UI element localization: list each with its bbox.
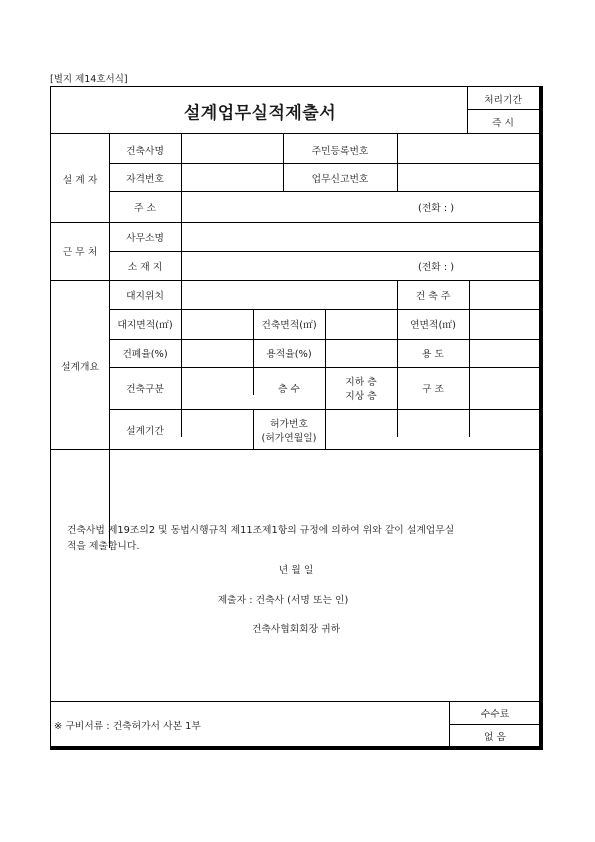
recipient-line: 건축사협회회장 귀하 [251,624,341,635]
site-area-field[interactable] [182,310,252,338]
required-documents: ※ 구비서류 : 건축허가서 사본 1부 [54,721,201,732]
building-type-field[interactable] [182,368,252,408]
office-name-field[interactable] [182,223,540,250]
design-period-field[interactable] [182,410,252,448]
statement-text [67,523,537,555]
address-label: 주 소 [133,203,157,214]
site-location-label: 대지위치 [126,291,164,302]
rrn-label: 주민등록번호 [311,146,369,157]
office-location-label: 소 재 지 [127,262,163,273]
license-number-label: 자격번호 [126,174,164,185]
office-location-field[interactable] [182,252,540,279]
design-period-label: 설계기간 [126,426,164,437]
business-report-number-label: 업무신고번호 [311,174,369,185]
architect-name-label: 건축사명 [126,146,164,157]
structure-label: 구 조 [421,384,445,395]
workplace-phone: (전화 : ) [418,262,455,273]
statement-line-2: 적을 제출합니다. [67,541,140,552]
fee-value: 없 음 [483,732,507,743]
basement-floors: 지하 층 [345,377,377,388]
permit-number-field[interactable] [326,410,540,448]
form-title: 설계업무실적제출서 [183,103,337,124]
office-name-label: 사무소명 [126,233,164,244]
processing-period-value: 즉 시 [491,118,515,129]
building-area-label: 건축면적(㎡) [261,320,317,331]
total-floor-area-field[interactable] [470,310,540,338]
owner-label: 건 축 주 [415,291,451,302]
total-floor-area-label: 연면적(㎡) [410,320,456,331]
fee-label: 수수료 [480,709,510,720]
business-report-number-field[interactable] [398,164,538,190]
structure-field[interactable] [470,368,540,408]
above-ground-floors: 지상 층 [345,391,377,402]
permit-date-label: (허가연월일) [261,433,317,444]
use-label: 용 도 [421,349,445,360]
designer-section-label: 설 계 자 [62,175,98,186]
processing-period-label: 처리기간 [484,95,522,106]
use-field[interactable] [470,340,540,366]
floor-area-ratio-label: 용적율(%) [266,349,312,360]
site-location-field[interactable] [182,281,396,308]
architect-name-field[interactable] [182,134,282,162]
coverage-ratio-field[interactable] [182,340,252,366]
submitter-line: 제출자 : 건축사 (서명 또는 인) [217,595,349,606]
rrn-field[interactable] [398,134,538,162]
design-performance-form [50,86,543,750]
statement-line-1: 건축사법 제19조의2 및 동법시행규칙 제11조제1항의 규정에 의하여 위와 같이 설계업무실 [67,525,455,536]
permit-number-label: 허가번호 [270,419,308,430]
overview-section-label: 설계개요 [61,362,99,373]
building-type-label: 건축구분 [126,384,164,395]
workplace-section-label: 근 무 처 [62,247,98,258]
coverage-ratio-label: 건폐율(%) [122,349,168,360]
floor-area-ratio-field[interactable] [326,340,396,366]
designer-phone: (전화 : ) [418,203,455,214]
address-field[interactable] [182,192,540,221]
owner-field[interactable] [470,281,540,308]
form-number-label: [별지 제14호서식] [50,74,128,85]
submission-date: 년 월 일 [278,565,314,576]
floors-label: 층 수 [277,384,301,395]
site-area-label: 대지면적(㎡) [117,320,173,331]
building-area-field[interactable] [326,310,396,338]
license-number-field[interactable] [182,164,282,190]
